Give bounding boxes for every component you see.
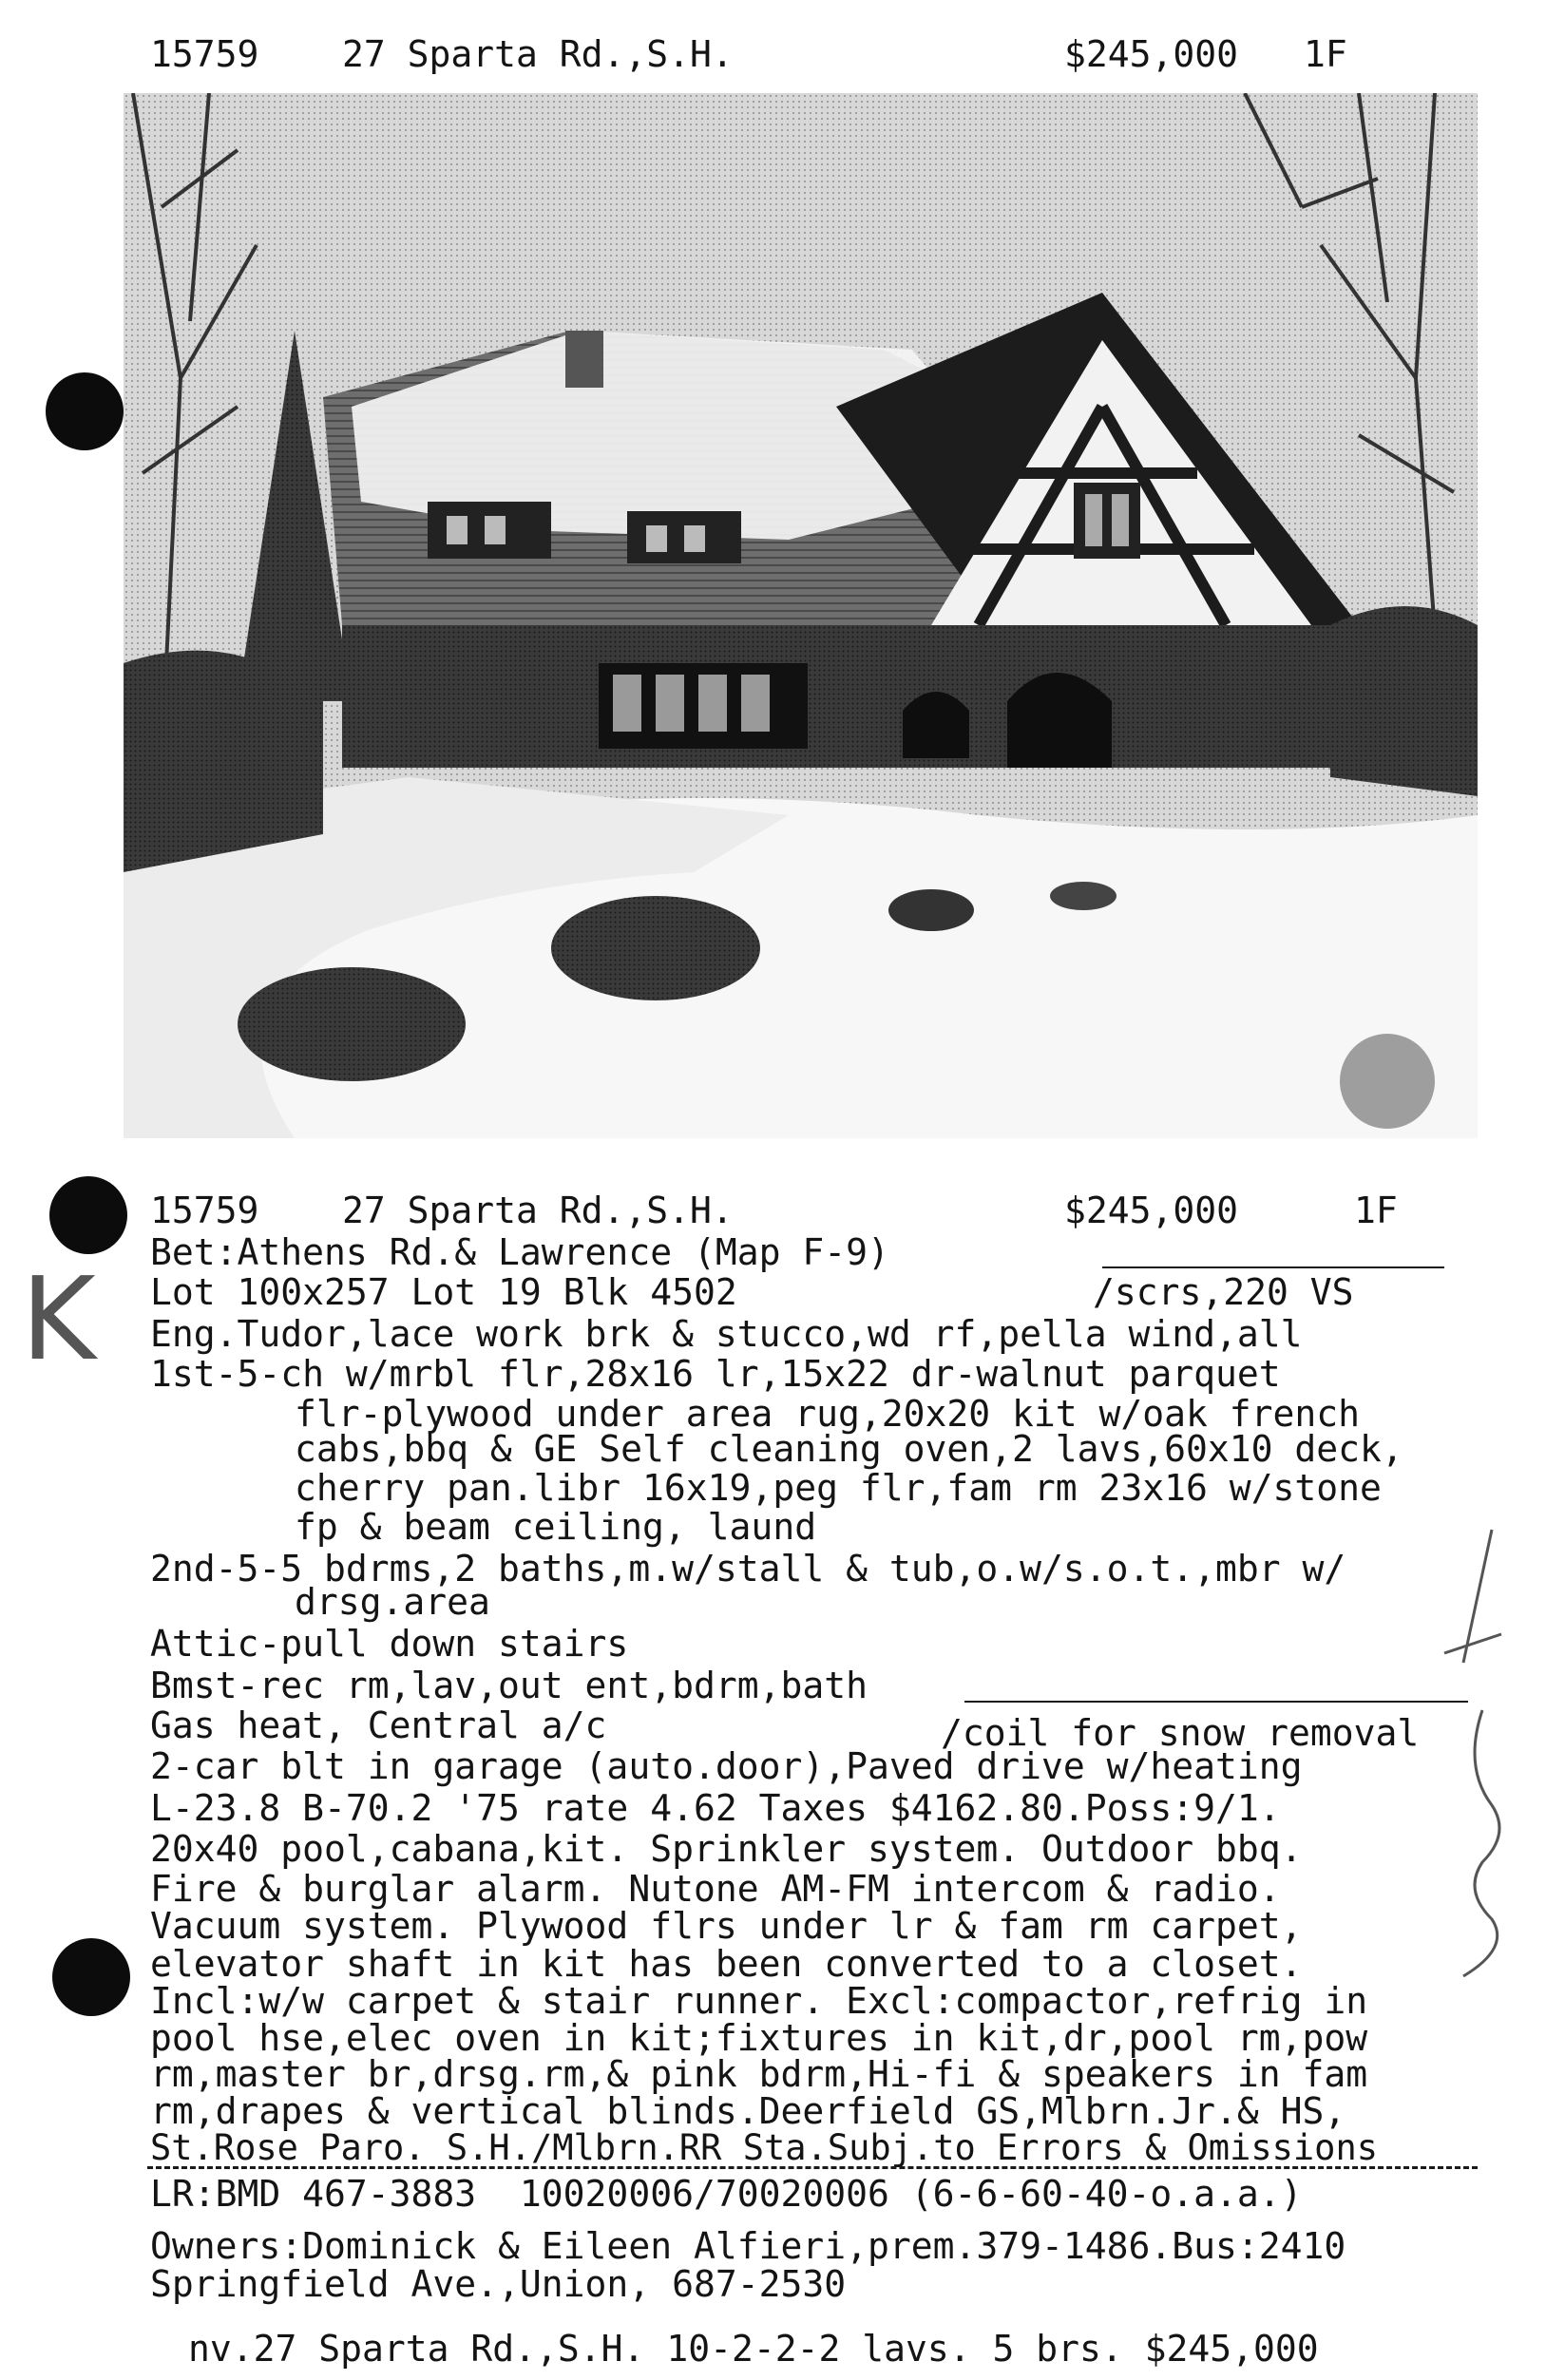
blank-line-rule [964,1701,1468,1703]
listing-line: drsg.area [295,1581,490,1623]
owners-line: Owners:Dominick & Eileen Alfieri,prem.379-1486.Bus:2410 [150,2225,1346,2267]
listing-line: pool hse,elec oven in kit;fixtures in kit,dr,pool rm,pow [150,2017,1368,2059]
listing-line: Vacuum system. Plywood flrs under lr & fam rm carpet, [150,1905,1303,1947]
listing-line: Bmst-rec rm,lav,out ent,bdrm,bath [150,1665,868,1706]
listing-code: 1F [1354,1190,1398,1231]
listing-price: $245,000 [1064,1190,1239,1231]
listing-line: 2-car blt in garage (auto.door),Paved drive w/heating [150,1745,1303,1787]
listing-line: L-23.8 B-70.2 '75 rate 4.62 Taxes $4162.80.Poss:9/1. [150,1787,1281,1829]
lr-line: LR:BMD 467-3883 10020006/70020006 (6-6-60-40-o.a.a.) [150,2173,1303,2215]
listing-no: 15759 [150,1190,259,1231]
header-address: 27 Sparta Rd.,S.H. [342,33,734,75]
listing-line: Incl:w/w carpet & stair runner. Excl:compactor,refrig in [150,1980,1368,2022]
footer-summary: nv.27 Sparta Rd.,S.H. 10-2-2-2 lavs. 5 brs. $245,000 [188,2328,1319,2370]
listing-line: Lot 100x257 Lot 19 Blk 4502 [150,1271,737,1313]
listing-line: cherry pan.libr 16x19,peg flr,fam rm 23x16 w/stone [295,1467,1382,1509]
header-price: $245,000 [1064,33,1239,75]
punch-hole-bottom [52,1938,130,2016]
listing-line: rm,drapes & vertical blinds.Deerfield GS,Mlbrn.Jr.& HS, [150,2090,1346,2132]
listing-line: Attic-pull down stairs [150,1623,629,1665]
listing-line: 20x40 pool,cabana,kit. Sprinkler system. Outdoor bbq. [150,1828,1303,1870]
punch-hole-top [46,372,124,450]
scrs-note: /scrs,220 VS [1093,1271,1354,1313]
house-photo [124,93,1478,1138]
listing-line: fp & beam ceiling, laund [295,1506,817,1548]
listing-line: St.Rose Paro. S.H./Mlbrn.RR Sta.Subj.to Errors & Omissions [150,2127,1379,2168]
listing-line: Eng.Tudor,lace work brk & stucco,wd rf,pella wind,all [150,1313,1303,1355]
listing-line: 1st-5-ch w/mrbl flr,28x16 lr,15x22 dr-walnut parquet [150,1353,1281,1395]
listing-line: rm,master br,drsg.rm,& pink bdrm,Hi-fi & speakers in fam [150,2053,1368,2095]
listing-address: 27 Sparta Rd.,S.H. [342,1190,734,1231]
listing-line: flr-plywood under area rug,20x20 kit w/oak french [295,1393,1361,1435]
handwritten-scribble [1425,1520,1530,1995]
handwritten-letter: K [21,1254,96,1386]
listing-line: cabs,bbq & GE Self cleaning oven,2 lavs,60x10 deck, [295,1428,1403,1470]
listing-line: Gas heat, Central a/c [150,1704,607,1746]
owners-line: Springfield Ave.,Union, 687-2530 [150,2263,847,2305]
listing-line: 2nd-5-5 bdrms,2 baths,m.w/stall & tub,o.w/s.o.t.,mbr w/ [150,1548,1346,1590]
listing-line: Fire & burglar alarm. Nutone AM-FM intercom & radio. [150,1868,1281,1910]
header-code: 1F [1304,33,1347,75]
coil-note: /coil for snow removal [941,1712,1420,1754]
separator-dashed [147,2166,1478,2169]
listing-line: Bet:Athens Rd.& Lawrence (Map F-9) [150,1231,889,1273]
blank-line-rule [1102,1266,1444,1268]
listing-line: elevator shaft in kit has been converted to a closet. [150,1943,1303,1985]
punch-hole-middle [49,1176,127,1254]
header-listing-no: 15759 [150,33,259,75]
